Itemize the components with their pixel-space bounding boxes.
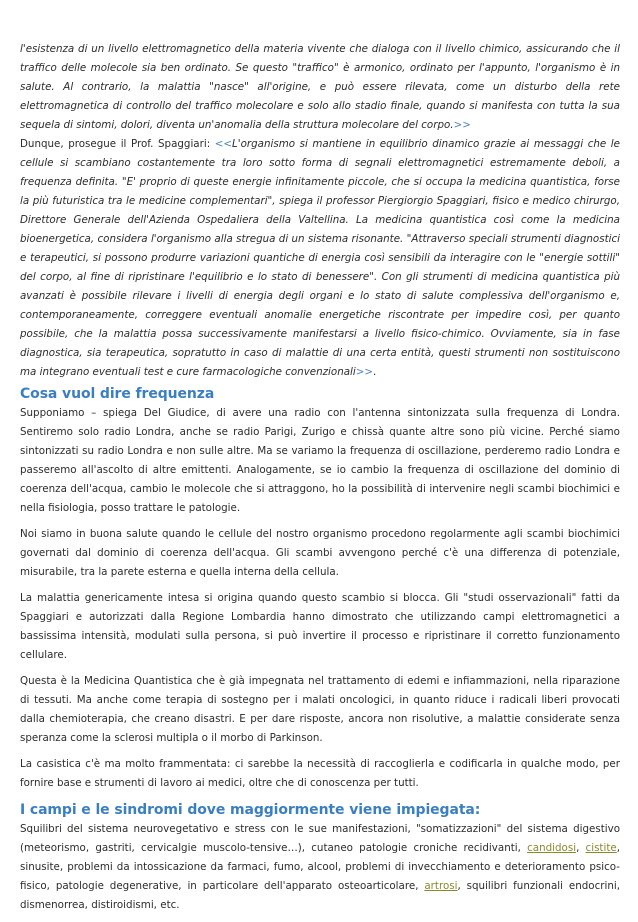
section-heading-campi: I campi e le sindromi dove maggiormente viene impiegata: [20, 802, 481, 818]
quote-open-mark: << [214, 138, 232, 150]
link-candidosi[interactable]: candidosi [527, 842, 577, 854]
section-heading-frequenza: Cosa vuol dire frequenza [20, 386, 215, 402]
body-paragraph-sindromi: Squilibri del sistema neurovegetativo e stress con le sue manifestazioni, "somatizzazioni" del sistema digestivo (meteorismo, gastriti, cervicalgie muscolo-tensive…), cutaneo patologie croniche recidivanti, candidosi, cistite, sinusite, problemi da intossicazione da farmaci, fumo, alcool, problemi di invecchiamento e deterioramento psico-fisico, patologie degenerative, in particolare dell'apparato osteoarticolare, artrosi, squilibri funzionali endocrini, dismenorrea, distiroidismi, etc. [20, 823, 620, 911]
intro-lead: Dunque, prosegue il Prof. Spaggiari: [20, 138, 215, 150]
body-paragraph: La casistica c'è ma molto frammentata: ci sarebbe la necessità di raccoglierla e codificarla in qualche modo, per fornire base e strumenti di lavoro ai medici, oltre che di conoscenza per tutti. [20, 758, 620, 789]
body-paragraph: Noi siamo in buona salute quando le cellule del nostro organismo procedono regolarmente agli scambi biochimici governati dal dominio di coerenza dell'acqua. Gli scambi avvengono perché c'è una differenza di potenziale, misurabile, tra la parete esterna e quella interna della cellula. [20, 528, 620, 578]
body-paragraph: La malattia genericamente intesa si origina quando questo scambio si blocca. Gli "studi osservazionali" fatti da Spaggiari e autorizzati dalla Regione Lombardia hanno dimostrato che utilizzando campi elettromagnetici a bassissima intensità, modulati sulla persona, si può invertire il processo e ripristinare il corretto funzionamento cellulare. [20, 592, 620, 661]
quote-close-mark: >> [355, 366, 374, 378]
body-paragraph: Supponiamo – spiega Del Giudice, di avere una radio con l'antenna sintonizzata sulla frequenza di Londra. Sentiremo solo radio Londra, anche se radio Parigi, Zurigo e chissà quante altre sono più vicine. Perché siamo sintonizzati su radio Londra e non sulle altre. Ma se variamo la frequenza di oscillazione, perderemo radio Londra e passeremo all'ascolto di altre emittenti. Analogamente, se io cambio la frequenza di oscillazione del dominio di coerenza dell'acqua, cambio le molecole che si attraggono, ho la possibilità di intervenire negli scambi biochimici e nella fisiologia, posso trattare le patologie. [20, 407, 620, 514]
link-artrosi[interactable]: artrosi [424, 880, 458, 892]
link-cistite[interactable]: cistite [585, 842, 617, 854]
intro-paragraph-1: l'esistenza di un livello elettromagnetico della materia vivente che dialoga con il livello chimico, assicurando che il traffico delle molecole sia ben ordinato. Se questo "traffico" è armonico, ordinato per l'appunto, l'organismo è in salute. Al contrario, la malattia "nasce" all'origine, e può essere rilevata, come un disturbo della rete elettromagnetica di controllo del traffico molecolare e solo allo stadio finale, quando si manifesta con tutta la sua sequela di sintomi, dolori, diventa un'anomalia della struttura molecolare del corpo.>> [20, 43, 620, 131]
article-page [20, 40, 620, 922]
body-paragraph: Questa è la Medicina Quantistica che è già impegnata nel trattamento di edemi e infiammazioni, nella riparazione di tessuti. Ma anche come terapia di sostegno per i malati oncologici, in quanto riduce i radicali liberi provocati dalla chemioterapia, che creano disastri. E per dare risposte, ancora non risolutive, a malattie considerate senza speranza come la sclerosi multipla o il morbo di Parkinson. [20, 675, 620, 744]
intro-paragraph-2: Dunque, prosegue il Prof. Spaggiari: <<L'organismo si mantiene in equilibrio dinamico grazie ai messaggi che le cellule si scambiano costantemente tra loro sotto forma di segnali elettromagnetici estremamente deboli, a frequenza definita. "E' proprio di queste energie infinitamente piccole, che si occupa la medicina quantistica, forse la più futuristica tra le medicine complementari", spiega il professor Piergiorgio Spaggiari, fisico e medico chirurgo, Direttore Generale dell'Azienda Ospedaliera della Valtellina. La medicina quantistica così come la medicina bioenergetica, considera l'organismo alla stregua di un sistema risonante. "Attraverso speciali strumenti diagnostici e terapeutici, si possono produrre variazioni quantiche di energia così sensibili da interagire con le "energie sottili" del corpo, al fine di ripristinare l'equilibrio e lo stato di benessere". Con gli strumenti di medicina quantistica più avanzati è possibile rilevare i livelli di energia degli organi e lo stato di salute complessiva dell'organismo e, contemporaneamente, correggere eventuali anomalie energetiche riscontrate per impedire così, per quanto possibile, che la malattia possa successivamente manifestarsi a livello fisico-chimico. Ovviamente, sia in fase diagnostica, sia terapeutica, sopratutto in caso di malattie di una certa entità, questi strumenti non sostituiscono ma integrano eventuali test e cure farmacologiche convenzionali>>. [20, 138, 620, 378]
quote-close-mark: >> [453, 119, 471, 131]
